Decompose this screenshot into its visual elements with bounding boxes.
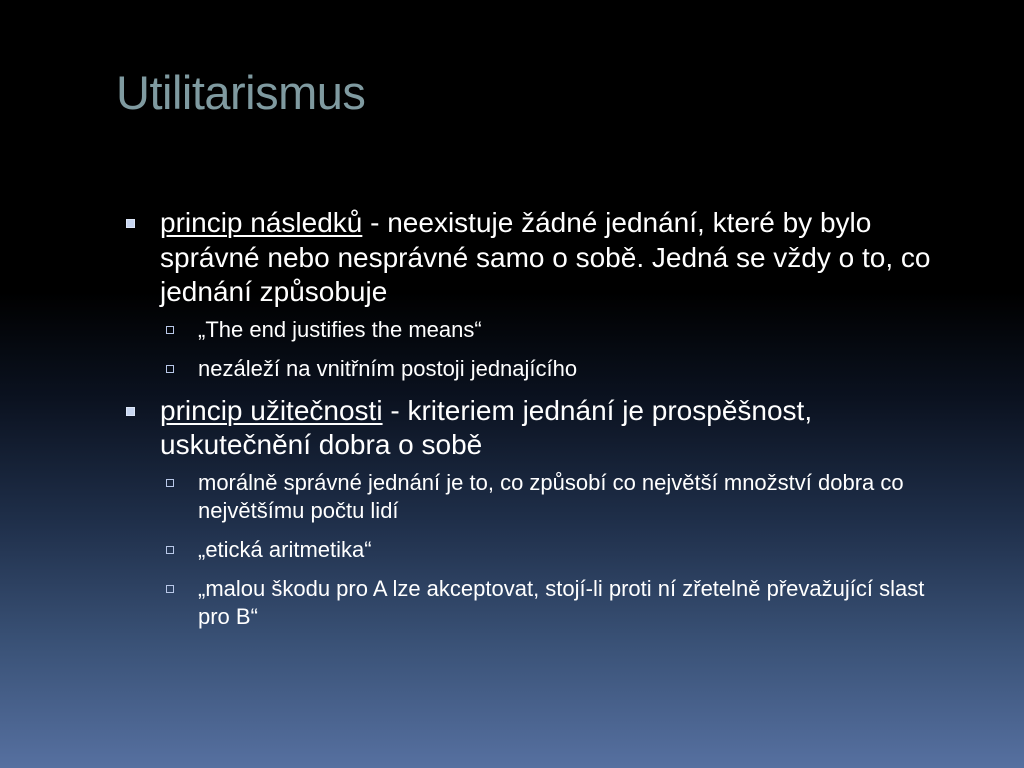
- sub-bullet-item: [122, 575, 962, 631]
- hollow-square-bullet-icon: [166, 585, 174, 593]
- slide-title: Utilitarismus: [116, 66, 366, 119]
- bullet-item-principle-of-utility: [122, 394, 962, 463]
- sub-bullet-item: [122, 355, 962, 383]
- bullet-heading: princip užitečnosti: [160, 394, 383, 426]
- bullet-text: - kriteriem jednání je prospěšnost, uskutečnění dobra o sobě: [160, 394, 813, 460]
- sub-bullet-list: [122, 316, 962, 383]
- bullet-list: [122, 206, 962, 642]
- sub-bullet-text: „etická aritmetika“: [198, 536, 372, 562]
- sub-bullet-text: „malou škodu pro A lze akceptovat, stojí-li proti ní zřetelně převažující slast pro B“: [198, 575, 925, 629]
- sub-bullet-text: morálně správné jednání je to, co způsobí co největší množství dobra co největšímu počtu lidí: [198, 469, 904, 523]
- bullet-heading: princip následků: [160, 207, 363, 238]
- sub-bullet-item: [122, 469, 962, 525]
- hollow-square-bullet-icon: [166, 479, 174, 487]
- bullet-text: - neexistuje žádné jednání, které by bylo správné nebo nesprávné samo o sobě. Jedná se vždy o to, co jednání způsobuje: [160, 207, 931, 307]
- square-bullet-icon: [126, 407, 135, 416]
- hollow-square-bullet-icon: [166, 365, 174, 373]
- sub-bullet-text: nezáleží na vnitřním postoji jednajícího: [198, 355, 578, 381]
- sub-bullet-item: [122, 536, 962, 564]
- square-bullet-icon: [126, 219, 135, 228]
- hollow-square-bullet-icon: [166, 326, 174, 334]
- sub-bullet-item: [122, 316, 962, 344]
- bullet-item-principle-of-consequences: [122, 206, 962, 310]
- hollow-square-bullet-icon: [166, 546, 174, 554]
- sub-bullet-text: „The end justifies the means“: [198, 316, 482, 342]
- sub-bullet-list: [122, 469, 962, 631]
